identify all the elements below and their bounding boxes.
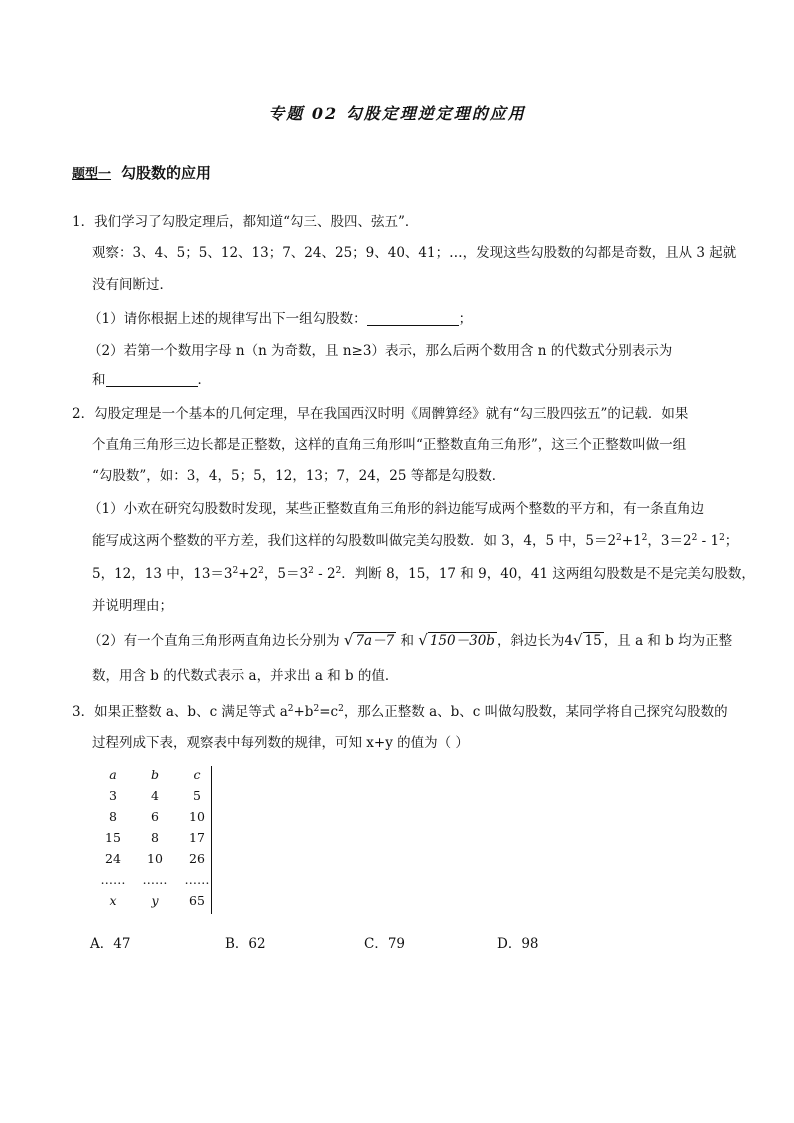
sup: 2 bbox=[719, 533, 725, 543]
table-cell: 24 bbox=[105, 851, 121, 866]
table-cell: 26 bbox=[189, 851, 205, 866]
sqrt-expression-3: √ 15 bbox=[573, 631, 602, 649]
sup: 2 bbox=[641, 533, 648, 543]
table-row bbox=[92, 869, 218, 890]
option-d[interactable]: D．98 bbox=[497, 936, 539, 952]
table-cell: 5 bbox=[193, 788, 201, 803]
sqrt-expression-1: √ 7a－7 bbox=[343, 631, 395, 649]
section-title: 勾股数的应用 bbox=[121, 164, 212, 182]
table-cell: 10 bbox=[147, 851, 163, 866]
table-cell: …… bbox=[184, 872, 210, 887]
table-cell: 17 bbox=[189, 830, 205, 845]
q2-line-1: 2．勾股定理是一个基本的几何定理，早在我国西汉时明《周髀算经》就有“勾三股四弦五”的记载．如果 bbox=[72, 406, 689, 422]
table-row bbox=[92, 785, 218, 806]
table-cell: …… bbox=[100, 872, 126, 887]
sup: 2 bbox=[616, 533, 622, 543]
table-header: b bbox=[150, 767, 159, 782]
q2-text-5c: ，3＝2 bbox=[647, 533, 692, 549]
q1-part-2-cont bbox=[92, 370, 211, 390]
q2-text-8c: ，斜边长为 bbox=[496, 633, 565, 649]
coefficient: 4 bbox=[564, 633, 574, 649]
q2-text-6a: 5，12，13 中，13＝3 bbox=[92, 566, 233, 582]
q2-text-8d: ，且 a 和 b 均为正整 bbox=[603, 633, 733, 649]
q2-text-6e: ．判断 8，15，17 和 9，40，41 这两组勾股数是不是完美勾股数， bbox=[341, 566, 755, 582]
table-divider bbox=[211, 766, 212, 914]
q2-text-6b: +2 bbox=[238, 566, 259, 582]
table-cell: 15 bbox=[105, 830, 121, 845]
q1-line-3: 没有间断过． bbox=[92, 277, 173, 293]
q1-line-2: 观察：3、4、5；5、12、13；7、24、25；9、40、41；…，发现这些勾股数的勾都是奇数，且从 3 起就 bbox=[92, 245, 737, 261]
sup: 2 bbox=[691, 533, 698, 543]
q2-text-8a: （2）有一个直角三角形两直角边长分别为 bbox=[88, 633, 340, 649]
q1-and-text: 和 bbox=[92, 372, 106, 388]
option-b[interactable]: B．62 bbox=[225, 936, 266, 952]
q2-line-2: 个直角三角形三边长都是正整数，这样的直角三角形叫“正整数直角三角形”，这三个正整数叫做一组 bbox=[92, 437, 687, 453]
q3-line-1 bbox=[72, 702, 728, 722]
sqrt-expression-2: √ 150－30b bbox=[418, 631, 495, 649]
q2-text-6c: ，5＝3 bbox=[263, 566, 309, 582]
table-row bbox=[92, 890, 218, 911]
sup: 2 bbox=[308, 566, 314, 576]
option-a[interactable]: A．47 bbox=[90, 936, 131, 952]
q1-period: ． bbox=[197, 372, 211, 388]
table-cell: 10 bbox=[189, 809, 205, 824]
table-cell: 65 bbox=[189, 893, 205, 908]
q2-text-5b: +1 bbox=[621, 533, 642, 549]
table-cell: 6 bbox=[151, 809, 159, 824]
table-cell: 3 bbox=[109, 788, 117, 803]
q2-text-5e: ； bbox=[724, 533, 739, 549]
q2-part-1-line-4: 并说明理由； bbox=[92, 598, 173, 614]
q2-part-2 bbox=[88, 630, 732, 651]
table-header: a bbox=[109, 767, 117, 782]
q2-text-6d: - 2 bbox=[313, 566, 336, 582]
table-header: c bbox=[193, 767, 201, 782]
sup: 2 bbox=[287, 704, 294, 714]
q3-line-2: 过程列成下表，观察表中每列数的规律，可知 x+y 的值为（ ） bbox=[92, 735, 469, 751]
q2-text-5d: - 1 bbox=[697, 533, 720, 549]
q2-part-2-line-2: 数，用含 b 的代数式表示 a，并求出 a 和 b 的值． bbox=[92, 668, 399, 684]
q1-part-1 bbox=[88, 309, 472, 329]
q2-text-5a: 能写成这两个整数的平方差，我们这样的勾股数叫做完美勾股数．如 3，4，5 中，5＝2 bbox=[92, 533, 617, 549]
q1-part-1-end: ； bbox=[458, 311, 473, 327]
sqrt-arg-1: 7a－7 bbox=[355, 633, 395, 649]
page-title: 专题 02 勾股定理逆定理的应用 bbox=[268, 104, 526, 123]
q1-line-1: 1．我们学习了勾股定理后，都知道“勾三、股四、弦五”． bbox=[72, 214, 419, 230]
q2-part-1-line-3 bbox=[92, 564, 755, 584]
q1-answer-blank-2[interactable] bbox=[106, 372, 198, 387]
sqrt-arg-2: 150－30b bbox=[429, 633, 495, 649]
q3-text-1d: ，那么正整数 a、b、c 叫做勾股数，某同学将自己探究勾股数的 bbox=[343, 704, 728, 720]
table-cell: 8 bbox=[109, 809, 117, 824]
q2-line-3: “勾股数”，如：3，4，5；5，12，13；7，24，25 等都是勾股数． bbox=[92, 468, 506, 484]
table-row bbox=[92, 806, 218, 827]
sup: 2 bbox=[338, 704, 344, 714]
sup: 2 bbox=[335, 566, 342, 576]
option-c[interactable]: C．79 bbox=[364, 936, 406, 952]
sqrt-arg-3: 15 bbox=[584, 633, 602, 649]
q1-answer-blank-1[interactable] bbox=[367, 311, 459, 326]
q3-text-1c: =c bbox=[319, 704, 339, 720]
q3-text-1a: 3．如果正整数 a、b、c 满足等式 a bbox=[72, 704, 288, 720]
q1-part-2: （2）若第一个数用字母 n（n 为奇数，且 n≥3）表示，那么后两个数用含 n 的代数式分别表示为 bbox=[88, 343, 673, 359]
section-heading bbox=[72, 162, 211, 183]
table-cell: y bbox=[151, 893, 159, 908]
table-cell: 8 bbox=[151, 830, 159, 845]
q2-text-8b: 和 bbox=[400, 633, 414, 649]
section-badge: 题型一 bbox=[72, 167, 112, 182]
pythagorean-table bbox=[92, 764, 218, 911]
table-cell: 4 bbox=[151, 788, 159, 803]
sup: 2 bbox=[232, 566, 239, 576]
table-row bbox=[92, 827, 218, 848]
sup: 2 bbox=[313, 704, 320, 714]
q2-part-1-line-2 bbox=[92, 531, 738, 551]
q1-part-1-text: （1）请你根据上述的规律写出下一组勾股数： bbox=[88, 311, 367, 327]
table-cell: …… bbox=[142, 872, 168, 887]
table-cell: x bbox=[109, 893, 117, 908]
table-header-row bbox=[92, 764, 218, 785]
q3-text-1b: +b bbox=[293, 704, 314, 720]
q2-part-1: （1）小欢在研究勾股数时发现，某些正整数直角三角形的斜边能写成两个整数的平方和，有一条直角边 bbox=[88, 501, 705, 517]
sup: 2 bbox=[258, 566, 264, 576]
table-row bbox=[92, 848, 218, 869]
